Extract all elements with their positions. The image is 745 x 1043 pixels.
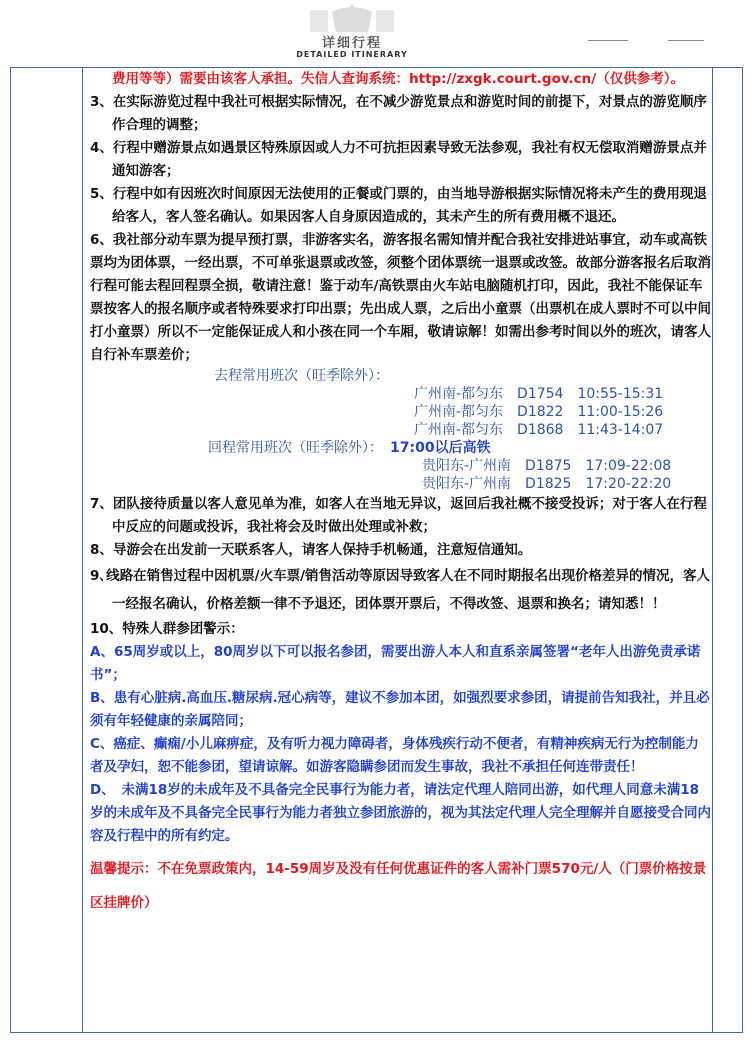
note-item-10: 10、特殊人群参团警示：	[90, 621, 244, 637]
page-header	[0, 0, 745, 64]
train-schedule	[90, 367, 712, 493]
outbound-train-3: 广州南-都匀东 D1868 11:43-14:07	[414, 422, 664, 438]
right-column	[712, 68, 742, 1032]
note-item-4: 4、行程中赠游景点如遇景区特殊原因或人力不可抗拒因素导致无法参观，我社有权无偿取消赠游景点并通知游客；	[90, 140, 707, 179]
return-title-line	[90, 439, 712, 457]
note-item-7: 7、团队接待质量以客人意见单为准，如客人在当地无异议，返回后我社概不接受投诉；对于客人在行程中反应的问题或投诉，我社将会及时做出处理或补救；	[90, 496, 707, 535]
itinerary-logo	[292, 2, 412, 60]
outbound-train-2: 广州南-都匀东 D1822 11:00-15:26	[414, 404, 664, 420]
warning-a: A、65周岁或以上，80周岁以下可以报名参团，需要出游人本人和直系亲属签署“老年人出游免责承诺书”；	[90, 644, 701, 683]
return-highlight: 17:00以后高铁	[390, 440, 491, 456]
warning-c: C、癌症、癫痫/小儿麻痹症，及有听力视力障碍者，身体残疾行动不便者，有精神疾病无行为控制能力者及孕妇，恕不能参团，望请谅解。如游客隐瞒参团而发生事故，我社不承担任何连带责任！	[90, 736, 699, 775]
logo-title-en: DETAILED ITINERARY	[296, 50, 408, 59]
notes-content	[90, 68, 712, 920]
outbound-title: 去程常用班次（旺季除外）：	[214, 368, 389, 384]
logo-title-cn: 详细行程	[321, 36, 382, 51]
note-item-6: 6、我社部分动车票为提早预打票，非游客实名，游客报名需知情并配合我社安排进站事宜，动车或高铁票均为团体票，一经出票，不可单张退票或改签，须整个团体票统一退票或改签。故部分游客报名后取消行程可能去程回程票全损，敬请注意！鉴于动车/高铁票由火车站电脑随机打印，因此，我社不能保证车票按客人的报名顺序或者特殊要求打印出票；先出成人票，之后出小童票（出票机在成人票时不可以中间打小童票）所以不一定能保证成人和小孩在同一个车厢，敬请谅解！如需出参考时间以外的班次，请客人自行补车票差价；	[90, 232, 711, 363]
note-item-5: 5、行程中如有因班次时间原因无法使用的正餐或门票的，由当地导游根据实际情况将未产生的费用现退给客人，客人签名确认。如果因客人自身原因造成的，其未产生的所有费用概不退还。	[90, 186, 707, 225]
return-train-1: 贵阳东-广州南 D1875 17:09-22:08	[422, 458, 672, 474]
note-item-9: 9､线路在销售过程中因机票/火车票/销售活动等原因导致客人在不同时期报名出现价格差异的情况，客人一经报名确认，价格差额一律不予退还，团体票开票后，不得改签、退票和换名；请知悉！！	[90, 568, 711, 612]
outbound-train-1: 广州南-都匀东 D1754 10:55-15:31	[414, 386, 664, 402]
emblem-watermark-icon	[302, 2, 402, 36]
left-column	[11, 68, 83, 1032]
note-item-8: 8、导游会在出发前一天联系客人，请客人保持手机畅通，注意短信通知。	[90, 542, 532, 558]
warning-d: D、 未满18岁的未成年及不具备完全民事行为能力者，请法定代理人陪同出游，如代理人同意未满18岁的未成年及不具备完全民事行为能力者独立参团旅游的，视为其法定代理人完全理解并自愿接受合同内容及行程中的所有约定。	[90, 782, 711, 844]
intro-note: 费用等等）需要由该客人承担。失信人查询系统：http://zxgk.court.gov.cn/（仅供参考）。	[112, 71, 684, 87]
return-train-2: 贵阳东-广州南 D1825 17:20-22:20	[422, 476, 672, 492]
note-item-3: 3、在实际游览过程中我社可根据实际情况，在不减少游览景点和游览时间的前提下，对景点的游览顺序作合理的调整；	[90, 94, 707, 133]
warning-b: B、患有心脏病.高血压.糖尿病.冠心病等，建议不参加本团，如强烈要求参团，请提前告知我社，并且必须有年轻健康的亲属陪同；	[90, 690, 710, 729]
warm-reminder: 温馨提示：不在免票政策内，14-59周岁及没有任何优惠证件的客人需补门票570元/人（门票价格按景区挂牌价）	[90, 861, 707, 911]
return-title: 回程常用班次（旺季除外）：	[208, 440, 376, 456]
